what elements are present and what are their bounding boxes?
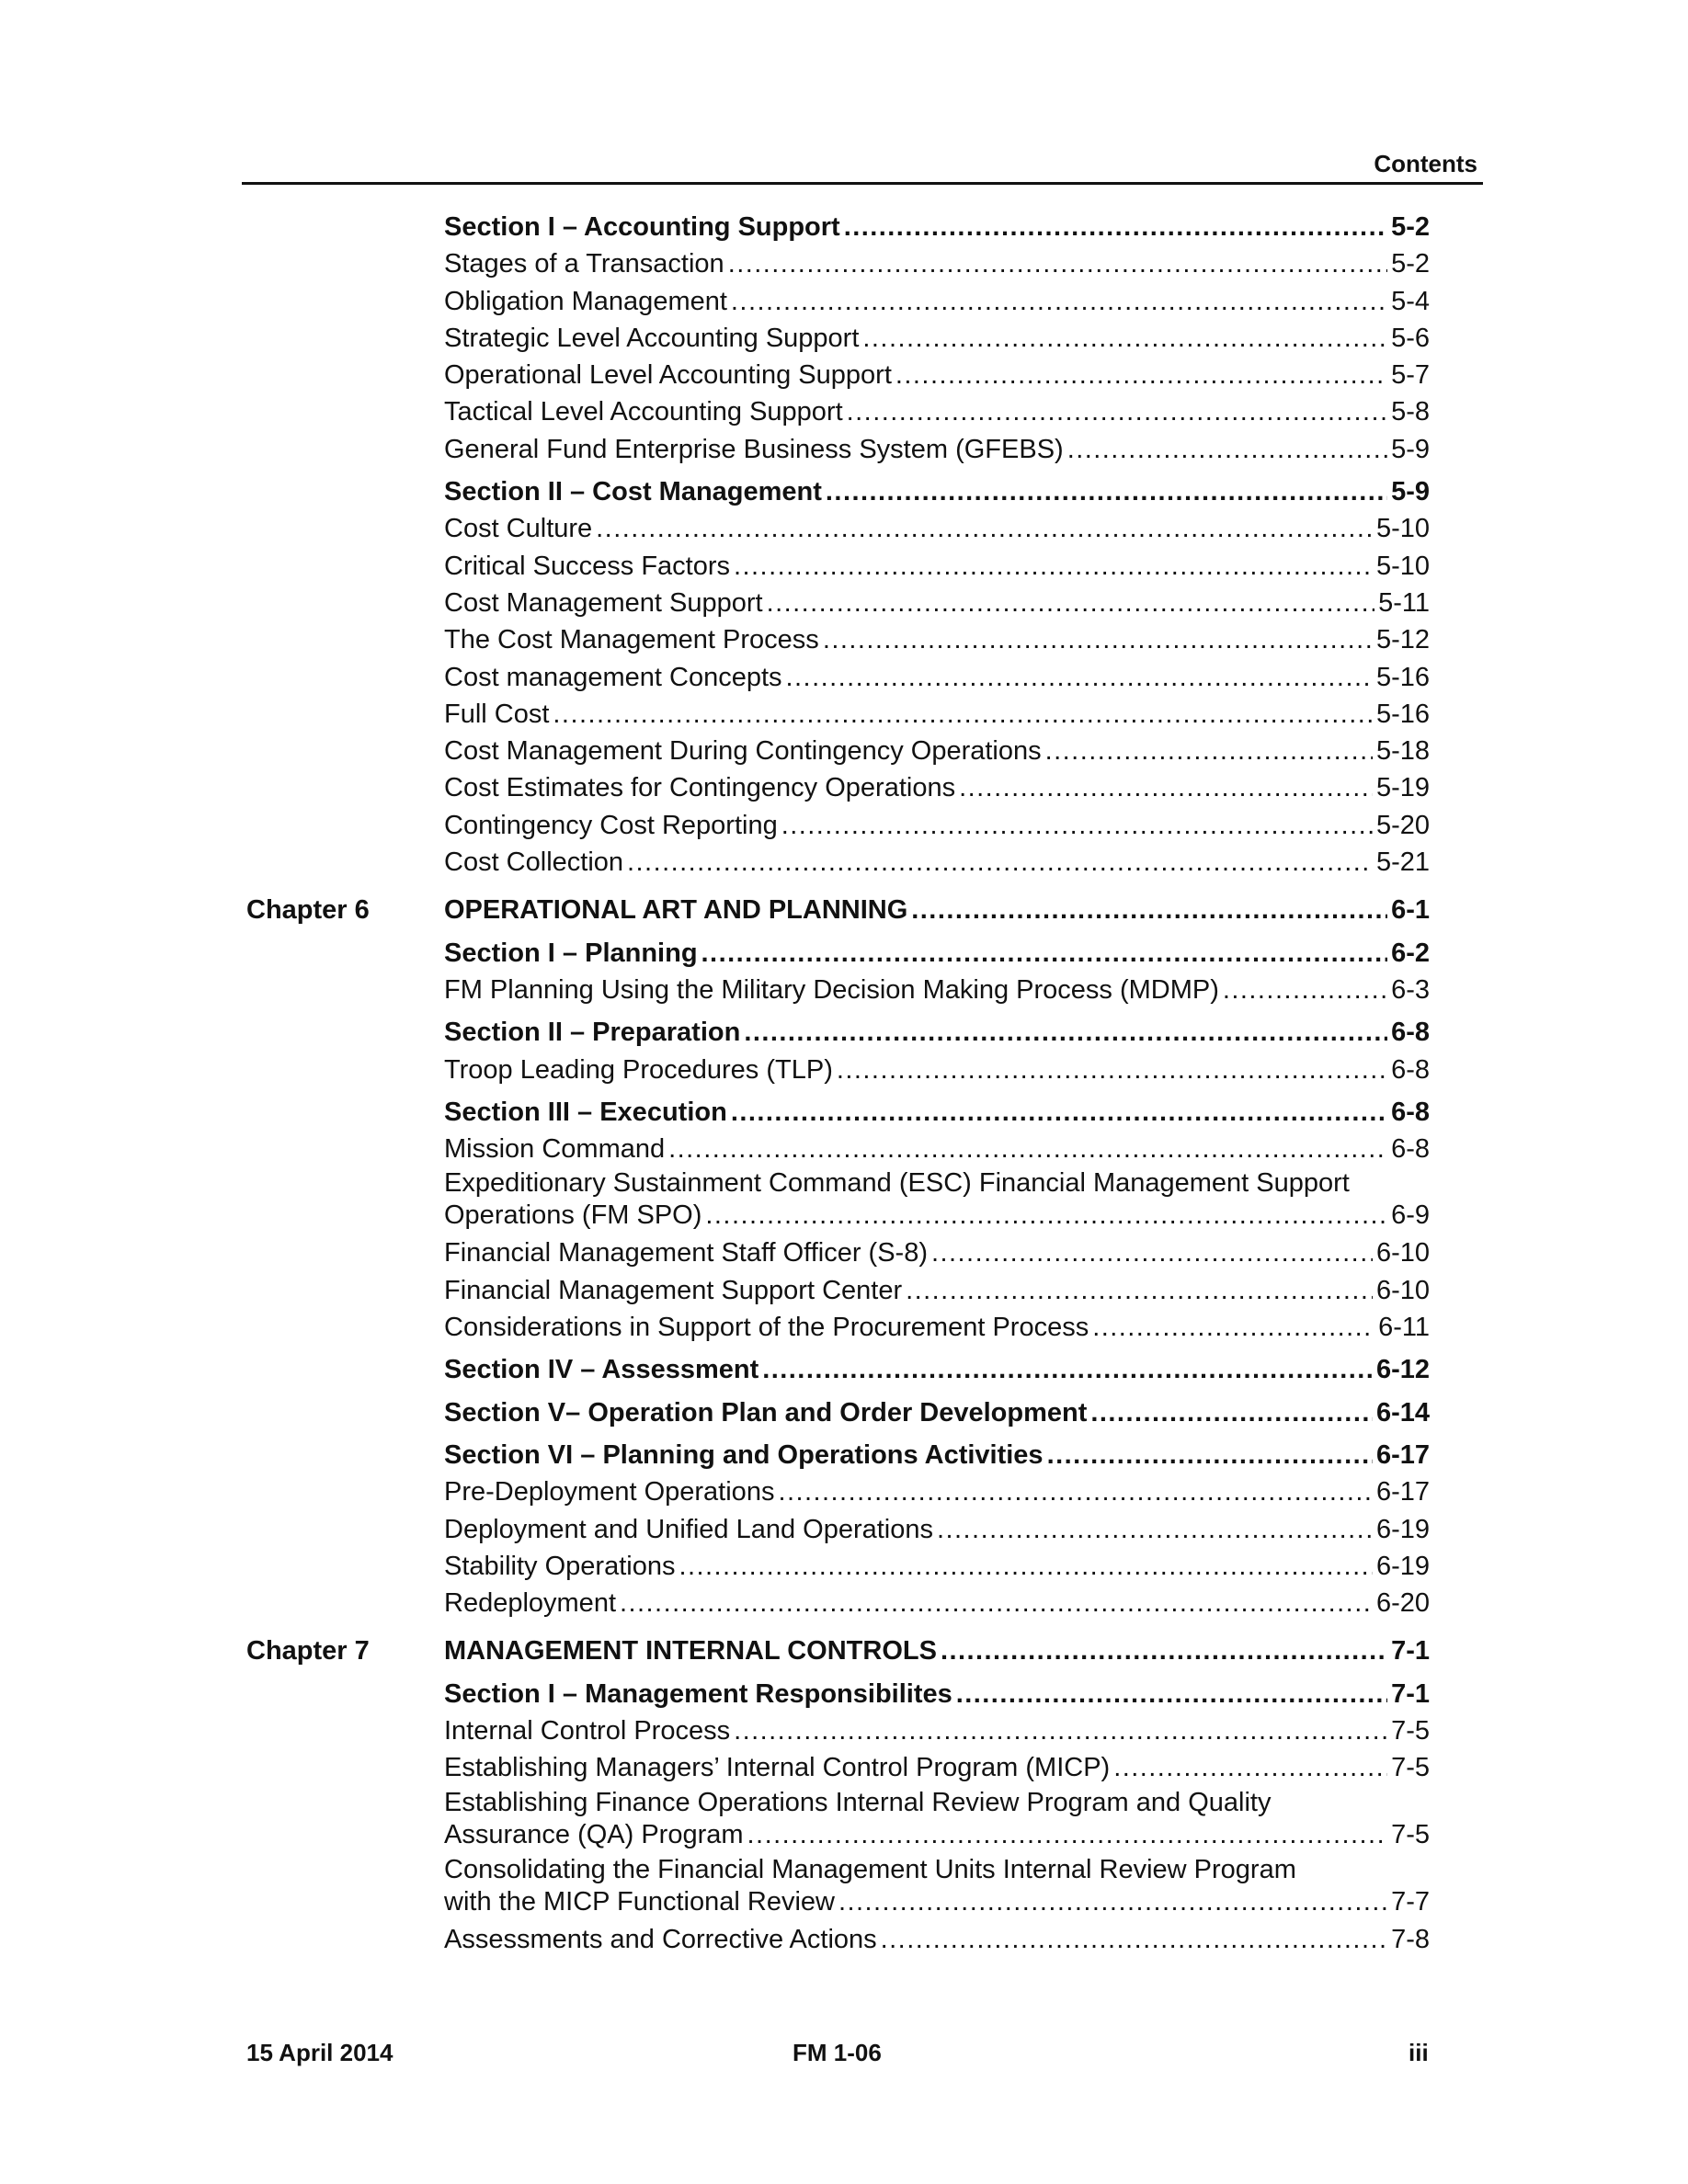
entry-title: Assessments and Corrective Actions: [444, 1924, 877, 1954]
entry-page-number: 6-10: [1375, 1238, 1430, 1268]
entry-line: [444, 972, 1430, 1008]
entry-line: [444, 1676, 1430, 1712]
toc-item-entry[interactable]: [0, 972, 1688, 1008]
entry-title: Operational Level Accounting Support: [444, 360, 892, 391]
entry-page-number: 6-8: [1391, 1134, 1430, 1165]
dot-leader: [937, 1511, 1373, 1548]
entry-line: [444, 1473, 1430, 1510]
dot-leader: [734, 548, 1373, 585]
dot-leader: [728, 245, 1387, 282]
dot-leader: [1047, 1437, 1373, 1473]
entry-title: Section I – Management Responsibilites: [444, 1678, 952, 1709]
entry-page-number: 5-16: [1375, 662, 1430, 692]
entry-line: [444, 1234, 1430, 1271]
entry-line: [444, 807, 1430, 844]
entry-line: [444, 209, 1430, 245]
entry-title-line: Expeditionary Sustainment Command (ESC) Financial Management Support: [444, 1168, 1350, 1199]
entry-page-number: 5-7: [1391, 360, 1430, 391]
toc-item-entry[interactable]: [0, 510, 1688, 547]
dot-leader: [847, 393, 1387, 430]
entry-page-number: 5-18: [1375, 736, 1430, 767]
toc-item-entry[interactable]: [0, 283, 1688, 320]
entry-title: Cost Culture: [444, 514, 593, 544]
entry-page-number: 6-1: [1391, 895, 1430, 926]
entry-title: Financial Management Staff Officer (S-8): [444, 1238, 928, 1268]
entry-title: Critical Success Factors: [444, 551, 731, 581]
dot-leader: [931, 1234, 1373, 1271]
dot-leader: [1223, 972, 1387, 1008]
entry-title: Establishing Managers’ Internal Control Program (MICP): [444, 1753, 1111, 1783]
entry-page-number: 5-6: [1391, 323, 1430, 353]
toc-item-entry[interactable]: [0, 769, 1688, 806]
footer-date: 15 April 2014: [246, 2039, 393, 2066]
toc-item-entry[interactable]: [0, 1272, 1688, 1309]
entry-title: Stages of a Transaction: [444, 249, 724, 279]
dot-leader: [747, 1818, 1388, 1851]
toc-section-entry[interactable]: [0, 1676, 1688, 1712]
entry-line: [444, 1712, 1430, 1749]
dot-leader: [596, 510, 1373, 547]
entry-title: Section I – Planning: [444, 938, 698, 968]
dot-leader: [744, 1014, 1387, 1051]
dot-leader: [844, 209, 1387, 245]
dot-leader: [956, 1676, 1387, 1712]
entry-title: Assurance (QA) Program: [444, 1819, 744, 1849]
entry-title: Section VI – Planning and Operations Activities: [444, 1439, 1044, 1470]
toc-item-entry[interactable]: [0, 1854, 1688, 1921]
entry-page-number: 5-10: [1375, 514, 1430, 544]
entry-page-number: 6-3: [1391, 974, 1430, 1005]
toc-item-entry[interactable]: [0, 733, 1688, 769]
entry-line: [444, 844, 1430, 881]
entry-line: [444, 548, 1430, 585]
dot-leader: [734, 1712, 1387, 1749]
entry-line: [444, 696, 1430, 733]
entry-page-number: 5-20: [1375, 810, 1430, 840]
entry-title: Operations (FM SPO): [444, 1200, 702, 1231]
toc-item-entry[interactable]: [0, 431, 1688, 468]
toc-section-entry[interactable]: [0, 1437, 1688, 1473]
entry-page-number: 7-5: [1391, 1715, 1430, 1746]
dot-leader: [762, 1351, 1373, 1388]
entry-title: Cost Collection: [444, 847, 624, 878]
entry-page-number: 6-8: [1391, 1018, 1430, 1048]
toc-section-entry[interactable]: [0, 1014, 1688, 1051]
entry-title: Troop Leading Procedures (TLP): [444, 1054, 833, 1085]
entry-title: Cost Estimates for Contingency Operations: [444, 773, 956, 803]
entry-line: [444, 585, 1430, 621]
entry-page-number: 6-19: [1375, 1514, 1430, 1544]
entry-title: Mission Command: [444, 1134, 666, 1165]
toc-item-entry[interactable]: [0, 807, 1688, 844]
footer-page-number: iii: [1409, 2039, 1429, 2066]
entry-line: [444, 1632, 1430, 1669]
entry-line: [444, 892, 1430, 928]
toc-item-entry[interactable]: [0, 1585, 1688, 1621]
entry-line: [444, 1394, 1430, 1431]
entry-title: Section IV – Assessment: [444, 1355, 759, 1385]
entry-page-number: 7-8: [1391, 1924, 1430, 1954]
dot-leader: [862, 320, 1387, 357]
entry-title: Cost Management Support: [444, 587, 763, 618]
entry-page-number: 5-11: [1378, 587, 1430, 618]
toc-section-entry[interactable]: [0, 935, 1688, 972]
dot-leader: [731, 1094, 1387, 1131]
entry-line: [444, 1014, 1430, 1051]
toc-item-entry[interactable]: [0, 659, 1688, 696]
chapter-label: Chapter 6: [246, 895, 370, 926]
entry-page-number: 6-17: [1375, 1477, 1430, 1507]
dot-leader: [620, 1585, 1373, 1621]
entry-line: [444, 1131, 1430, 1167]
dot-leader: [731, 283, 1387, 320]
toc-item-entry[interactable]: [0, 1511, 1688, 1548]
entry-line: [444, 357, 1430, 393]
toc-item-entry[interactable]: [0, 1052, 1688, 1088]
entry-line: [444, 1309, 1430, 1346]
toc-section-entry[interactable]: [0, 1394, 1688, 1431]
entry-page-number: 5-16: [1375, 699, 1430, 729]
toc-section-entry[interactable]: [0, 1094, 1688, 1131]
entry-page-number: 6-20: [1375, 1588, 1430, 1619]
entry-line: [444, 1749, 1430, 1786]
entry-title: Section V– Operation Plan and Order Development: [444, 1397, 1088, 1428]
dot-leader: [837, 1052, 1387, 1088]
entry-title: Section I – Accounting Support: [444, 212, 840, 242]
dot-leader: [1045, 733, 1373, 769]
entry-line: [444, 1511, 1430, 1548]
dot-leader: [767, 585, 1375, 621]
toc-section-entry[interactable]: [0, 1351, 1688, 1388]
toc-item-entry[interactable]: [0, 1234, 1688, 1271]
dot-leader: [553, 696, 1373, 733]
entry-line: [444, 393, 1430, 430]
page-header: [242, 147, 1483, 185]
entry-title: Stability Operations: [444, 1551, 676, 1581]
entry-line: [444, 473, 1430, 510]
toc-item-entry[interactable]: [0, 1309, 1688, 1346]
entry-title: Contingency Cost Reporting: [444, 810, 778, 840]
entry-line: [444, 1199, 1430, 1232]
entry-line: [444, 1548, 1430, 1585]
toc-item-entry[interactable]: [0, 245, 1688, 282]
dot-leader: [838, 1885, 1387, 1918]
toc-item-entry[interactable]: [0, 1921, 1688, 1958]
dot-leader: [826, 473, 1387, 510]
toc-item-entry[interactable]: [0, 1548, 1688, 1585]
entry-line: [444, 245, 1430, 282]
entry-page-number: 6-8: [1391, 1097, 1430, 1127]
toc-item-entry[interactable]: [0, 585, 1688, 621]
running-header-title: Contents: [1374, 150, 1477, 177]
entry-page-number: 5-2: [1391, 212, 1430, 242]
entry-page-number: 6-9: [1391, 1200, 1430, 1231]
entry-line: [444, 1885, 1430, 1918]
entry-page-number: 7-1: [1391, 1636, 1430, 1666]
entry-line: [444, 733, 1430, 769]
dot-leader: [1092, 1309, 1374, 1346]
entry-line: [444, 1272, 1430, 1309]
toc-item-entry[interactable]: [0, 696, 1688, 733]
dot-leader: [701, 935, 1388, 972]
entry-page-number: 5-21: [1375, 847, 1430, 878]
entry-page-number: 6-10: [1375, 1275, 1430, 1305]
entry-page-number: 7-5: [1391, 1753, 1430, 1783]
toc-chapter-entry[interactable]: [0, 1632, 1688, 1669]
entry-page-number: 5-4: [1391, 286, 1430, 316]
entry-title: FM Planning Using the Military Decision Making Process (MDMP): [444, 974, 1219, 1005]
entry-line: [444, 1437, 1430, 1473]
dot-leader: [627, 844, 1373, 881]
dot-leader: [823, 621, 1373, 658]
entry-title: Strategic Level Accounting Support: [444, 323, 860, 353]
entry-line: [444, 659, 1430, 696]
dot-leader: [679, 1548, 1372, 1585]
dot-leader: [778, 1473, 1373, 1510]
dot-leader: [906, 1272, 1373, 1309]
entry-title: General Fund Enterprise Business System (GFEBS): [444, 434, 1064, 464]
dot-leader: [705, 1199, 1387, 1232]
dot-leader: [1113, 1749, 1387, 1786]
dot-leader: [895, 357, 1387, 393]
toc-section-entry[interactable]: [0, 473, 1688, 510]
entry-page-number: 5-9: [1391, 477, 1430, 507]
entry-page-number: 6-2: [1391, 938, 1430, 968]
entry-line: [444, 769, 1430, 806]
entry-line: [444, 1094, 1430, 1131]
entry-line: [444, 1351, 1430, 1388]
entry-line: [444, 320, 1430, 357]
dot-leader: [881, 1921, 1387, 1958]
entry-page-number: 5-10: [1375, 551, 1430, 581]
toc-item-entry[interactable]: [0, 1167, 1688, 1234]
toc-item-entry[interactable]: [0, 844, 1688, 881]
toc-item-entry[interactable]: [0, 1712, 1688, 1749]
entry-title: Deployment and Unified Land Operations: [444, 1514, 933, 1544]
entry-title: The Cost Management Process: [444, 625, 819, 655]
entry-page-number: 5-9: [1391, 434, 1430, 464]
entry-page-number: 5-2: [1391, 249, 1430, 279]
entry-title: Cost Management During Contingency Operations: [444, 736, 1042, 767]
dot-leader: [786, 659, 1373, 696]
toc-item-entry[interactable]: [0, 548, 1688, 585]
dot-leader: [668, 1131, 1387, 1167]
dot-leader: [1067, 431, 1387, 468]
toc-item-entry[interactable]: [0, 320, 1688, 357]
page-footer: [0, 2039, 1688, 2076]
entry-line: [444, 1585, 1430, 1621]
entry-title: Redeployment: [444, 1588, 616, 1619]
toc-item-entry[interactable]: [0, 1787, 1688, 1854]
dot-leader: [941, 1632, 1387, 1669]
entry-page-number: 6-14: [1375, 1397, 1430, 1428]
entry-line: [444, 510, 1430, 547]
entry-title: Considerations in Support of the Procurement Process: [444, 1313, 1089, 1343]
entry-page-number: 7-7: [1391, 1886, 1430, 1917]
entry-title: Section II – Preparation: [444, 1018, 741, 1048]
entry-title: Internal Control Process: [444, 1715, 731, 1746]
entry-page-number: 6-12: [1375, 1355, 1430, 1385]
entry-title: Obligation Management: [444, 286, 727, 316]
entry-line: [444, 1921, 1430, 1958]
entry-line: [444, 1052, 1430, 1088]
dot-leader: [781, 807, 1373, 844]
entry-title: Cost management Concepts: [444, 662, 782, 692]
chapter-label: Chapter 7: [246, 1636, 370, 1666]
entry-page-number: 6-17: [1375, 1439, 1430, 1470]
entry-line: [444, 1818, 1430, 1851]
dot-leader: [959, 769, 1373, 806]
entry-title-line: Establishing Finance Operations Internal Review Program and Quality: [444, 1787, 1272, 1817]
entry-line: [444, 935, 1430, 972]
entry-title: Section III – Execution: [444, 1097, 727, 1127]
toc-item-entry[interactable]: [0, 1473, 1688, 1510]
entry-title: Full Cost: [444, 699, 550, 729]
entry-page-number: 5-8: [1391, 397, 1430, 427]
dot-leader: [911, 892, 1387, 928]
toc-chapter-entry[interactable]: [0, 892, 1688, 928]
entry-line: [444, 621, 1430, 658]
entry-page-number: 5-12: [1375, 625, 1430, 655]
entry-page-number: 7-1: [1391, 1678, 1430, 1709]
table-of-contents: [0, 209, 1688, 1958]
footer-publication: FM 1-06: [793, 2039, 882, 2066]
entry-page-number: 7-5: [1391, 1819, 1430, 1849]
entry-title: with the MICP Functional Review: [444, 1886, 835, 1917]
entry-page-number: 6-19: [1375, 1551, 1430, 1581]
entry-line: [444, 431, 1430, 468]
toc-item-entry[interactable]: [0, 357, 1688, 393]
entry-title: Section II – Cost Management: [444, 477, 822, 507]
entry-page-number: 5-19: [1375, 773, 1430, 803]
entry-title: Financial Management Support Center: [444, 1275, 903, 1305]
entry-title-line: Consolidating the Financial Management Units Internal Review Program: [444, 1854, 1296, 1884]
toc-item-entry[interactable]: [0, 621, 1688, 658]
toc-item-entry[interactable]: [0, 1131, 1688, 1167]
entry-title: OPERATIONAL ART AND PLANNING: [444, 895, 908, 926]
entry-title: Tactical Level Accounting Support: [444, 397, 843, 427]
toc-item-entry[interactable]: [0, 393, 1688, 430]
entry-line: [444, 283, 1430, 320]
toc-item-entry[interactable]: [0, 1749, 1688, 1786]
entry-page-number: 6-8: [1391, 1054, 1430, 1085]
entry-title: MANAGEMENT INTERNAL CONTROLS: [444, 1636, 937, 1666]
entry-title: Pre-Deployment Operations: [444, 1477, 775, 1507]
toc-section-entry[interactable]: [0, 209, 1688, 245]
entry-page-number: 6-11: [1378, 1313, 1430, 1343]
dot-leader: [1090, 1394, 1373, 1431]
